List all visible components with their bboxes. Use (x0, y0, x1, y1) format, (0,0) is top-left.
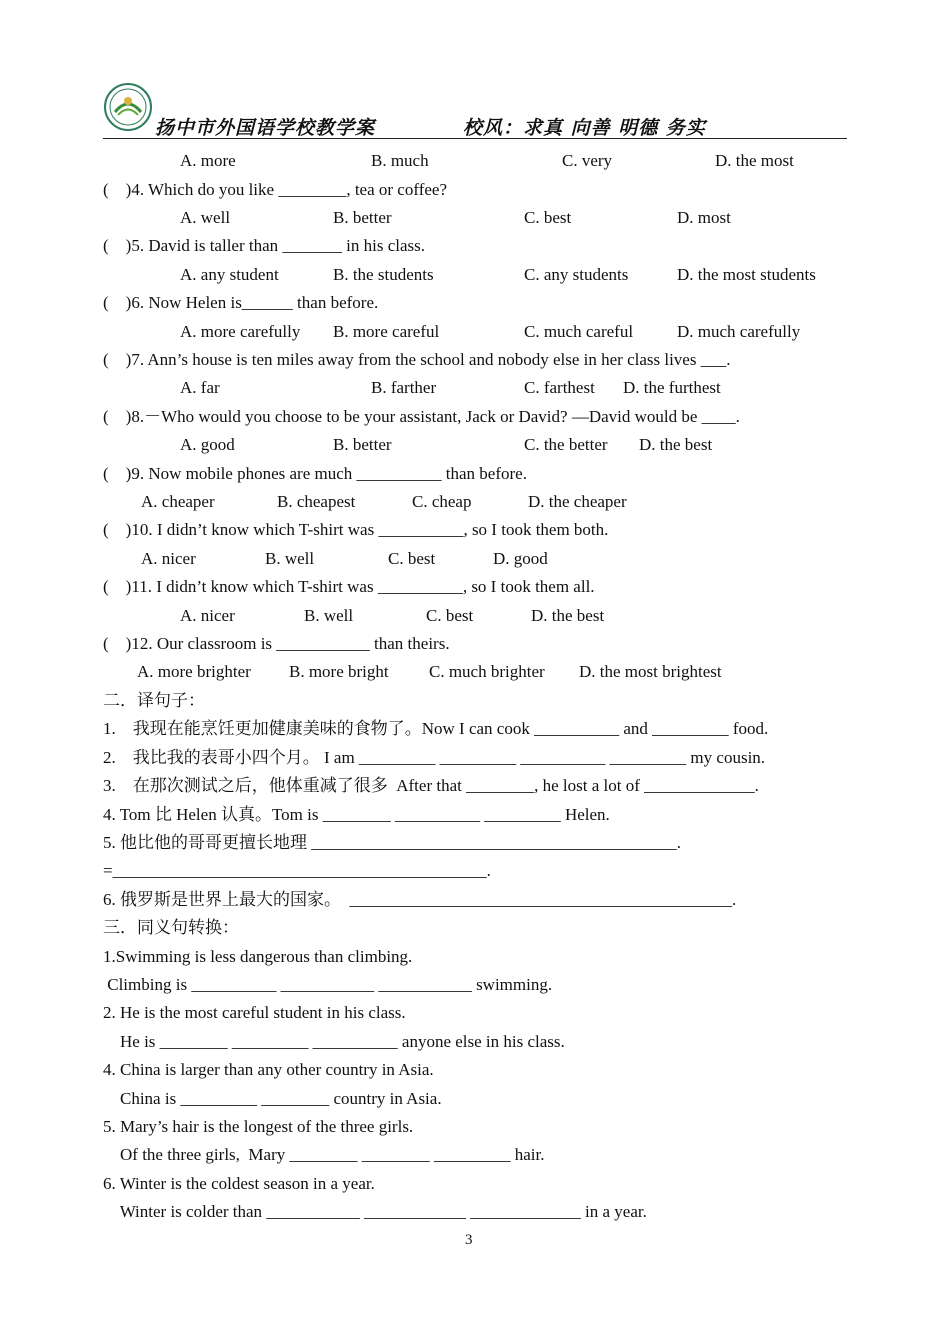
option-c: C. best (426, 606, 474, 625)
section-3-heading: 三．同义句转换： (103, 918, 239, 937)
option-a: A. far (180, 378, 220, 397)
rewrite-4-target: China is _________ ________ country in Asia. (103, 1089, 442, 1108)
option-c: C. very (562, 151, 613, 170)
page-header (103, 80, 847, 140)
option-a: A. cheaper (141, 492, 215, 511)
option-b: B. well (265, 549, 315, 568)
option-a: A. more (180, 151, 236, 170)
option-b: B. the students (333, 265, 434, 284)
translation-2: 2. 我比我的表哥小四个月。 I am _________ _________ __________ _________ my cousin. (103, 748, 766, 767)
option-a: A. nicer (141, 549, 196, 568)
option-b: B. better (333, 435, 392, 454)
option-d: D. the most brightest (579, 662, 722, 681)
option-a: A. nicer (180, 606, 235, 625)
option-c: C. much careful (524, 322, 634, 341)
page-number: 3 (465, 1232, 473, 1248)
question-6: ( )6. Now Helen is______ than before. (103, 293, 379, 312)
option-c: C. the better (524, 435, 608, 454)
school-title: 扬中市外国语学校教学案 (155, 117, 376, 139)
translation-5-alt: =____________________________________________. (103, 861, 491, 880)
option-a: A. more brighter (137, 662, 251, 681)
option-b: B. better (333, 208, 392, 227)
rewrite-4-source: 4. China is larger than any other country in Asia. (103, 1060, 434, 1079)
translation-6: 6. 俄罗斯是世界上最大的国家。 _____________________________________________. (103, 890, 737, 909)
question-7: ( )7. Ann’s house is ten miles away from the school and nobody else in her class lives ___. (103, 350, 731, 369)
school-logo (103, 82, 153, 132)
option-a: A. well (180, 208, 231, 227)
option-d: D. much carefully (677, 322, 801, 341)
rewrite-2-source: 2. He is the most careful student in his class. (103, 1003, 406, 1022)
rewrite-1-target: Climbing is __________ ___________ ___________ swimming. (103, 975, 553, 994)
option-a: A. more carefully (180, 322, 301, 341)
question-11: ( )11. I didn’t know which T-shirt was __________, so I took them all. (103, 577, 595, 596)
option-d: D. the most (715, 151, 794, 170)
option-d: D. the best (639, 435, 713, 454)
translation-5: 5. 他比他的哥哥更擅长地理 ___________________________________________. (103, 833, 681, 852)
rewrite-1-source: 1.Swimming is less dangerous than climbing. (103, 947, 413, 966)
question-9: ( )9. Now mobile phones are much __________ than before. (103, 464, 527, 483)
section-2-heading: 二．译句子： (103, 691, 205, 710)
rewrite-5-target: Of the three girls, Mary ________ ________ _________ hair. (103, 1145, 545, 1164)
option-c: C. farthest (524, 378, 595, 397)
option-d: D. most (677, 208, 731, 227)
header-divider (103, 138, 847, 139)
option-a: A. good (180, 435, 235, 454)
option-a: A. any student (180, 265, 279, 284)
question-4: ( )4. Which do you like ________, tea or coffee? (103, 180, 447, 199)
question-8: ( )8.－Who would you choose to be your assistant, Jack or David? —David would be ____. (103, 407, 740, 426)
translation-4: 4. Tom 比 Helen 认真。Tom is ________ __________ _________ Helen. (103, 805, 610, 824)
option-b: B. farther (371, 378, 437, 397)
question-5: ( )5. David is taller than _______ in his class. (103, 236, 426, 255)
question-12: ( )12. Our classroom is ___________ than theirs. (103, 634, 450, 653)
option-d: D. the furthest (623, 378, 721, 397)
option-b: B. cheapest (277, 492, 356, 511)
school-motto: 校风：求真 向善 明德 务实 (463, 117, 706, 139)
option-b: B. well (304, 606, 354, 625)
rewrite-2-target: He is ________ _________ __________ anyone else in his class. (103, 1032, 565, 1051)
translation-3: 3. 在那次测试之后，他体重减了很多 After that ________, he lost a lot of _____________. (103, 776, 759, 795)
option-c: C. best (524, 208, 572, 227)
option-c: C. cheap (412, 492, 472, 511)
option-d: D. good (493, 549, 548, 568)
option-d: D. the most students (677, 265, 816, 284)
rewrite-6-target: Winter is colder than ___________ ____________ _____________ in a year. (103, 1202, 647, 1221)
rewrite-5-source: 5. Mary’s hair is the longest of the three girls. (103, 1117, 414, 1136)
translation-1: 1. 我现在能烹饪更加健康美味的食物了。Now I can cook __________ and _________ food. (103, 719, 769, 738)
option-c: C. best (388, 549, 436, 568)
option-b: B. more bright (289, 662, 389, 681)
option-d: D. the cheaper (528, 492, 627, 511)
option-b: B. much (371, 151, 429, 170)
option-b: B. more careful (333, 322, 440, 341)
rewrite-6-source: 6. Winter is the coldest season in a year. (103, 1174, 375, 1193)
question-10: ( )10. I didn’t know which T-shirt was __________, so I took them both. (103, 520, 609, 539)
option-d: D. the best (531, 606, 605, 625)
option-c: C. much brighter (429, 662, 545, 681)
option-c: C. any students (524, 265, 629, 284)
